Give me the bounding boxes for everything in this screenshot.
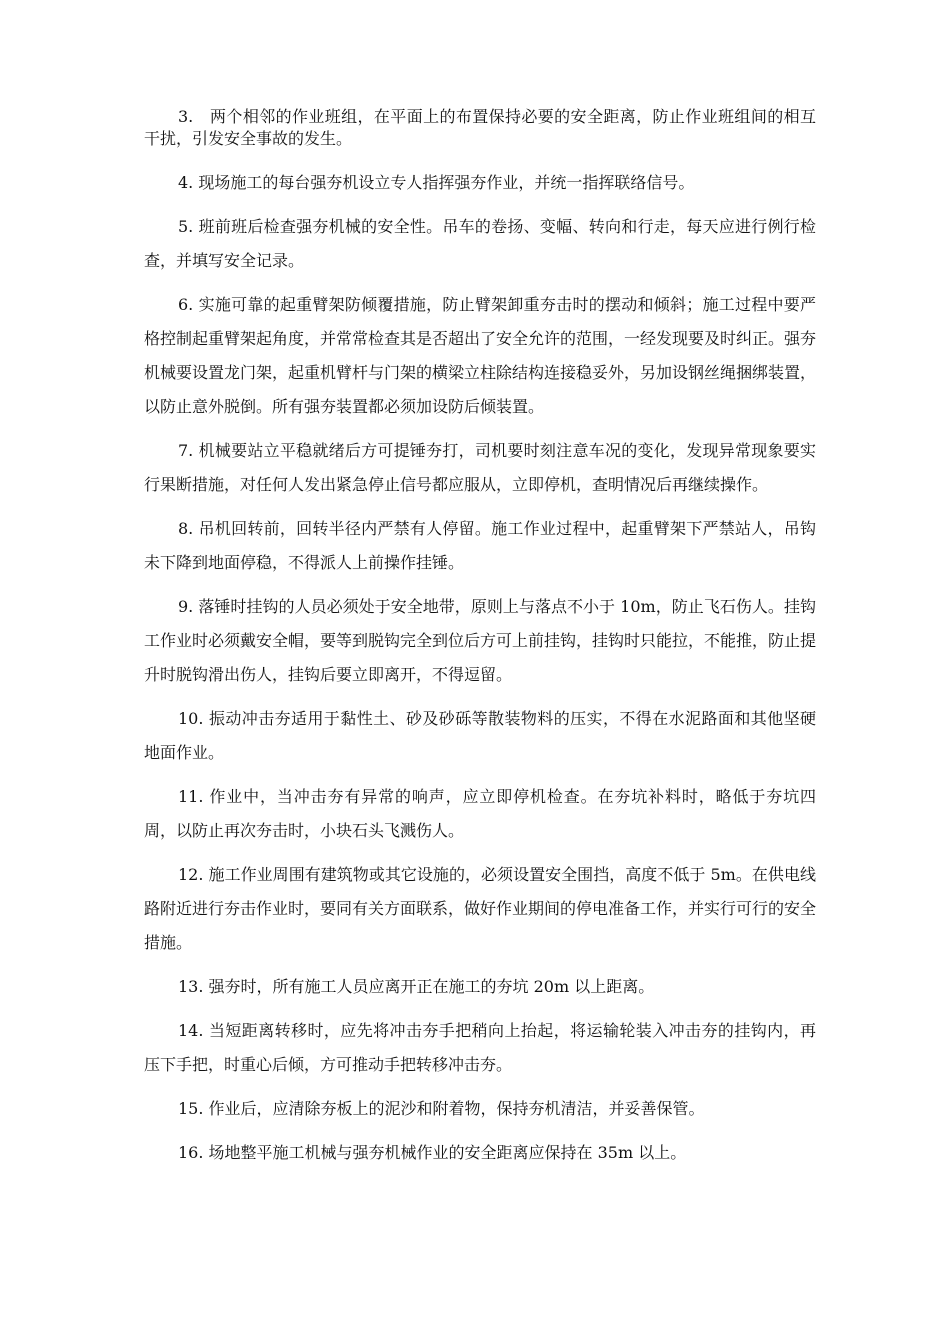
- paragraph-item-16: 16. 场地整平施工机械与强夯机械作业的安全距离应保持在 35m 以上。: [178, 1143, 687, 1162]
- paragraph-item-14: 14. 当短距离转移时，应先将冲击夯手把稍向上抬起，将运输轮装入冲击夯的挂钩内，再压下手把，时重心后倾，方可推动手把转移冲击夯。: [144, 1021, 816, 1074]
- paragraph-item-9: 9. 落锤时挂钩的人员必须处于安全地带，原则上与落点不小于 10m，防止飞石伤人。挂钩工作业时必须戴安全帽，要等到脱钩完全到位后方可上前挂钩，挂钩时只能拉，不能推，防止提升时脱钩滑出伤人，挂钩后要立即离开，不得逗留。: [144, 597, 817, 684]
- document-body: [144, 106, 816, 1180]
- paragraph-item-11: 11. 作业中，当冲击夯有异常的响声，应立即停机检查。在夯坑补料时，略低于夯坑四周，以防止再次夯击时，小块石头飞溅伤人。: [144, 787, 816, 840]
- paragraph-item-8: 8. 吊机回转前，回转半径内严禁有人停留。施工作业过程中，起重臂架下严禁站人，吊钩未下降到地面停稳，不得派人上前操作挂锤。: [144, 519, 816, 572]
- paragraph-item-13: 13. 强夯时，所有施工人员应离开正在施工的夯坑 20m 以上距离。: [178, 977, 655, 996]
- paragraph-item-4: 4. 现场施工的每台强夯机设立专人指挥强夯作业，并统一指挥联络信号。: [178, 173, 695, 192]
- paragraph-item-12: 12. 施工作业周围有建筑物或其它设施的，必须设置安全围挡，高度不低于 5m。在供电线路附近进行夯击作业时，要同有关方面联系，做好作业期间的停电准备工作，并实行可行的安全措施。: [144, 865, 817, 952]
- paragraph-item-6: 6. 实施可靠的起重臂架防倾覆措施，防止臂架卸重夯击时的摆动和倾斜；施工过程中要严格控制起重臂架起角度，并常常检查其是否超出了安全允许的范围，一经发现要及时纠正。强夯机械要设置龙门架，起重机臂杆与门架的横梁立柱除结构连接稳妥外，另加设钢丝绳捆绑装置，以防止意外脱倒。所有强夯装置都必须加设防后倾装置。: [144, 295, 817, 416]
- paragraph-item-5: 5. 班前班后检查强夯机械的安全性。吊车的卷扬、变幅、转向和行走，每天应进行例行检查，并填写安全记录。: [144, 217, 816, 270]
- paragraph-item-7: 7. 机械要站立平稳就绪后方可提锤夯打，司机要时刻注意车况的变化，发现异常现象要实行果断措施，对任何人发出紧急停止信号都应服从，立即停机，查明情况后再继续操作。: [144, 441, 816, 494]
- paragraph-item-15: 15. 作业后，应清除夯板上的泥沙和附着物，保持夯机清洁，并妥善保管。: [178, 1099, 705, 1118]
- paragraph-item-3: 3. 两个相邻的作业班组，在平面上的布置保持必要的安全距离，防止作业班组间的相互干扰，引发安全事故的发生。: [144, 107, 816, 148]
- paragraph-item-10: 10. 振动冲击夯适用于黏性土、砂及砂砾等散装物料的压实，不得在水泥路面和其他坚硬地面作业。: [144, 709, 816, 762]
